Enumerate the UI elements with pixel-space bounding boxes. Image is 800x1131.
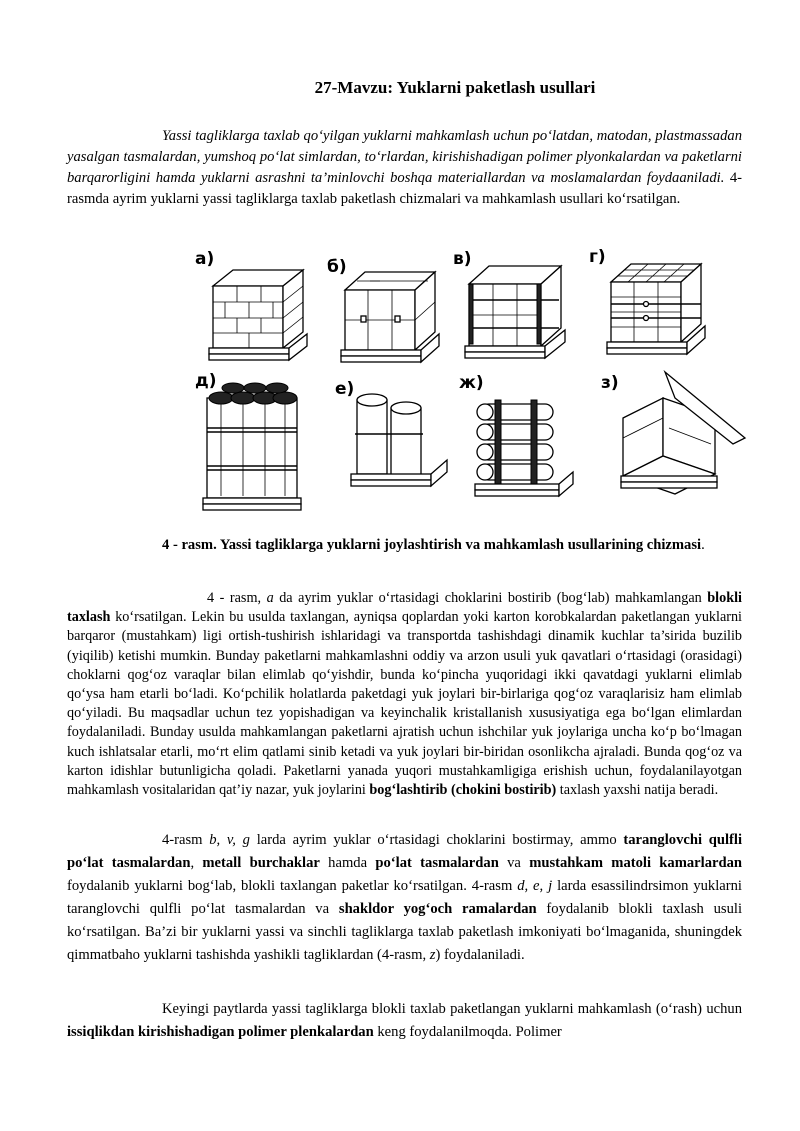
figure-label-e: е): [335, 379, 355, 399]
figure-label-b: б): [327, 257, 347, 277]
panel-g-steel-bands: [607, 264, 705, 354]
panel-d-rolls: [203, 383, 301, 510]
panel-z-box-pallet: [621, 372, 745, 494]
term-boglashtirib: bog‘lashtirib (chokini bostirib): [369, 782, 557, 799]
figure-label-g: г): [589, 247, 606, 267]
figure-label-v: в): [453, 249, 472, 269]
panel-zh-cylinder-frames: [475, 400, 573, 496]
figure-pallet-diagrams: [185, 238, 750, 520]
page-title: 27-Mavzu: Yuklarni paketlash usullari: [314, 78, 596, 97]
intro-plain-text: 4-rasmda ayrim yuklarni yassi tagliklarga taxlab paketlash chizmalari va mahkamlash usullari ko‘rsatilgan.: [67, 170, 742, 207]
figure-label-a: а): [195, 249, 215, 269]
figure-label-z: з): [601, 373, 619, 393]
figure-label-zh: ж): [459, 373, 484, 393]
caption-period: .: [701, 537, 705, 553]
figure-caption: [67, 535, 742, 556]
panel-v-corner-brackets: [465, 266, 565, 358]
term-blokli-taxlash: blokli taxlash: [67, 590, 742, 626]
panel-a-block-stacking: [209, 270, 307, 360]
panel-b-strapped-block: [341, 272, 439, 362]
figure-label-d: д): [195, 371, 217, 391]
paragraph-block-stacking: 4 - rasm, a da ayrim yuklar o‘rtasidagi choklarini bostirib (bog‘lab) mahkamlangan blokli taxlash ko‘rsatilgan. Lekin bu usulda taxlangan, ayniqsa qoplardan yoki karton korobkalardan paketlangan yuklarni barqaror (mustahkam) ligi ortish-tushirish ishlaridagi va transportda tashishdagi dinamik kuchlar ta’sirida buzilib (yiqilib) ketishi mumkin. Bunday paketlarni mahkamlashni oddiy va arzon usuli yuk qavatlari o‘rtasidagi (orasidagi) choklarni qog‘oz varaqlar bilan elimlab qo‘yishdir, bunda ko‘pincha yuqoridagi ikki qavatdagi yuklarni elimlab qo‘ysa ham etarli bo‘ladi. Ko‘pchilik holatlarda paketdagi yuk joylari bir-birlariga qog‘oz varaqlarisiz ham elimlab qo‘yiladi. Bu maqsadlar uchun tez yopishadigan va keyinchalik kristallanish xususiyatiga ega bo‘lgan elimlardan foydalaniladi. Bunday usulda mahkamlangan paketlarni ajratish uchun ishchilar yuk joylariga uncha ko‘p bo‘lmagan kuch ishlatsalar etarli, mo‘rt elim qatlami sinib ketadi va yuk joylari bir-biridan osonlikcha ajraladi. Bunda qog‘oz va karton idishlar butunligicha qoladi. Paketlarni yanada yuqori mustahkamligiga erishish uchun, foydalanilayotgan mahkamlash vositalaridan qat’iy nazar, yuk joylarini bog‘lashtirib (chokini bostirib) taxlash yaxshi natija beradi.: [67, 590, 742, 799]
paragraph-strapping: 4-rasm b, v, g larda ayrim yuklar o‘rtasidagi choklarini bostirmay, ammo taranglovchi qulfli po‘lat tasmalardan, metall burchaklar hamda po‘lat tasmalardan va mustahkam matoli kamarlardan foydalanib yuklarni bog‘lab, blokli taxlangan paketlar ko‘rsatilgan. 4-rasm d, e, j larda esassilindrsimon yuklarni taranglovchi qulfli po‘lat tasmalardan va shakldor yog‘och ramalardan foydalanib blokli taxlash usuli ko‘rsatilgan. Ba’zi bir yuklarni yassi va sinchli tagliklarga taxlab paketlash imkoniyati bo‘lmaganida, shuningdek qimmatbaho yuklarni tashishda yashikli tagliklardan (4-rasm, z) foydalaniladi.: [67, 832, 743, 963]
intro-italic-text: Yassi tagliklarga taxlab qo‘yilgan yuklarni mahkamlash uchun po‘latdan, matodan, plastmassadan yasalgan tasmalardan, yumshoq po‘lat simlardan, to‘rlardan, kirishishadigan polimer plyonkalardan va paketlarni barqarorligini hamda yuklarni asrashni ta’minlovchi boshqa materiallardan va moslamalardan foydaaniladi.: [67, 128, 742, 186]
paragraph-polymer-film: Keyingi paytlarda yassi tagliklarga blokli taxlab paketlangan yuklarni mahkamlash (o‘rash) uchun issiqlikdan kirishishadigan polimer plenkalardan keng foydalanilmoqda. Polimer: [67, 1001, 742, 1040]
term-polymer-plenka: issiqlikdan kirishishadigan polimer plenkalardan: [67, 1024, 374, 1040]
caption-text: 4 - rasm. Yassi tagliklarga yuklarni joylashtirish va mahkamlash usullarining chizmasi: [162, 537, 702, 553]
panel-e-cylinders: [351, 394, 447, 486]
intro-paragraph: [67, 126, 742, 210]
